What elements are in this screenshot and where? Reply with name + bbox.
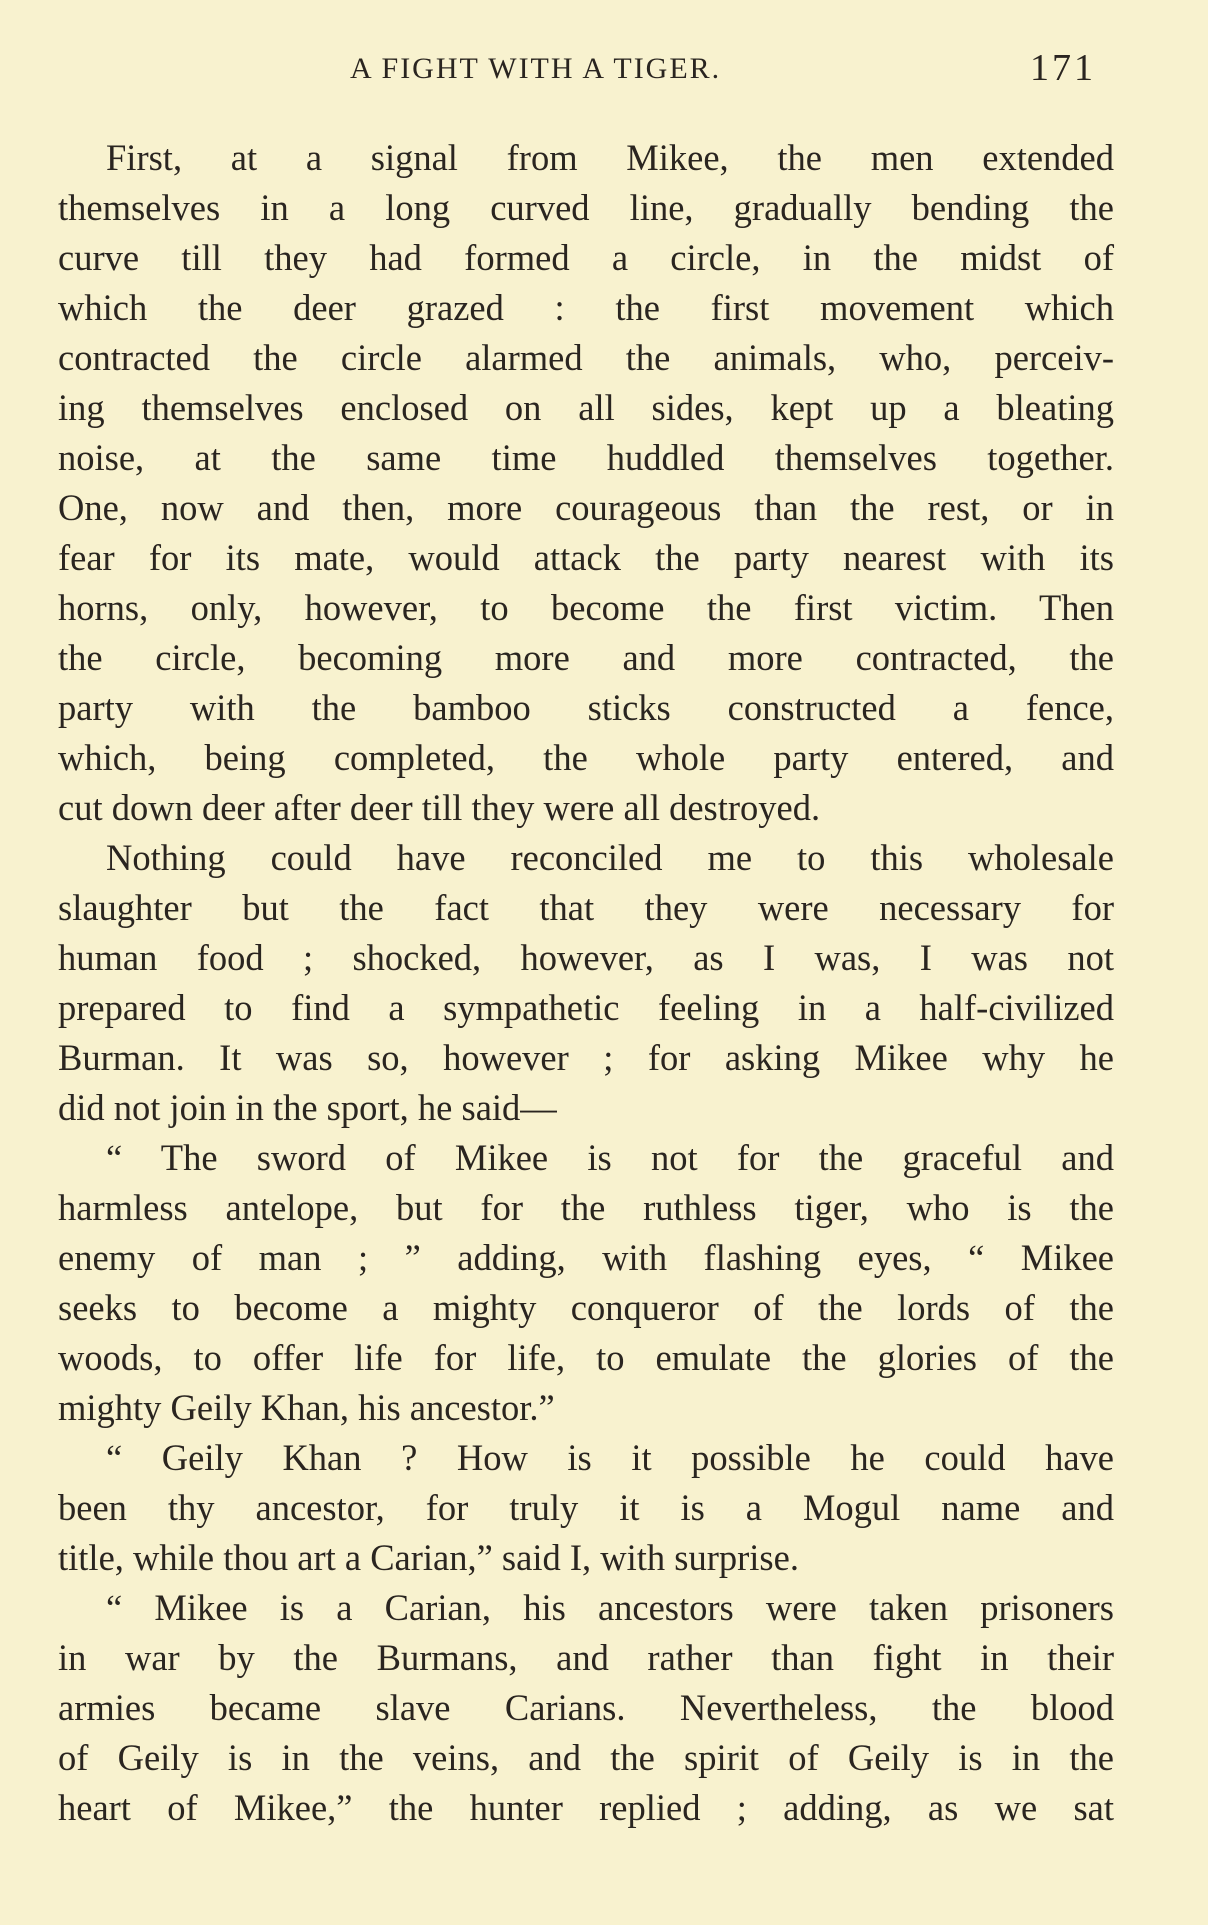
text-line: been thy ancestor, for truly it is a Mogul name and: [58, 1487, 1114, 1528]
text-line: “ Geily Khan ? How is it possible he could have: [106, 1437, 1114, 1478]
text-line: fear for its mate, would attack the party nearest with its: [58, 537, 1114, 578]
running-head: [0, 46, 1208, 96]
text-line: slaughter but the fact that they were necessary for: [58, 887, 1114, 928]
text-line: which, being completed, the whole party entered, and: [58, 737, 1114, 778]
text-line: did not join in the sport, he said—: [58, 1087, 557, 1128]
text-line: title, while thou art a Carian,” said I, with surprise.: [58, 1537, 799, 1578]
text-line: ing themselves enclosed on all sides, kept up a bleating: [58, 387, 1114, 428]
text-line: One, now and then, more courageous than the rest, or in: [58, 487, 1114, 528]
text-line: Burman. It was so, however ; for asking Mikee why he: [58, 1037, 1114, 1078]
text-line: woods, to offer life for life, to emulate the glories of the: [58, 1337, 1114, 1378]
text-line: mighty Geily Khan, his ancestor.”: [58, 1387, 555, 1428]
text-line: Nothing could have reconciled me to this wholesale: [106, 837, 1114, 878]
body-text: [58, 133, 1114, 1833]
text-line: of Geily is in the veins, and the spirit of Geily is in the: [58, 1737, 1114, 1778]
text-line: themselves in a long curved line, gradually bending the: [58, 187, 1114, 228]
text-line: human food ; shocked, however, as I was, I was not: [58, 937, 1114, 978]
text-line: enemy of man ; ” adding, with flashing eyes, “ Mikee: [58, 1237, 1114, 1278]
text-line: “ The sword of Mikee is not for the graceful and: [106, 1137, 1114, 1178]
text-line: noise, at the same time huddled themselves together.: [58, 437, 1114, 478]
text-line: heart of Mikee,” the hunter replied ; adding, as we sat: [58, 1787, 1114, 1828]
text-line: harmless antelope, but for the ruthless tiger, who is the: [58, 1187, 1114, 1228]
text-line: the circle, becoming more and more contracted, the: [58, 637, 1114, 678]
text-line: contracted the circle alarmed the animals, who, perceiv-: [58, 337, 1114, 378]
text-line: cut down deer after deer till they were all destroyed.: [58, 787, 821, 828]
running-head-title: A FIGHT WITH A TIGER.: [350, 52, 722, 85]
text-line: prepared to find a sympathetic feeling in a half-civilized: [58, 987, 1114, 1028]
text-line: First, at a signal from Mikee, the men extended: [106, 137, 1114, 178]
text-line: in war by the Burmans, and rather than fight in their: [58, 1637, 1114, 1678]
text-line: party with the bamboo sticks constructed a fence,: [58, 687, 1114, 728]
page-number: 171: [1030, 47, 1096, 89]
text-line: which the deer grazed : the first movement which: [58, 287, 1114, 328]
text-line: horns, only, however, to become the first victim. Then: [58, 587, 1114, 628]
text-line: curve till they had formed a circle, in the midst of: [58, 237, 1114, 278]
text-line: armies became slave Carians. Nevertheless, the blood: [58, 1687, 1114, 1728]
text-line: “ Mikee is a Carian, his ancestors were taken prisoners: [106, 1587, 1114, 1628]
text-line: seeks to become a mighty conqueror of the lords of the: [58, 1287, 1114, 1328]
